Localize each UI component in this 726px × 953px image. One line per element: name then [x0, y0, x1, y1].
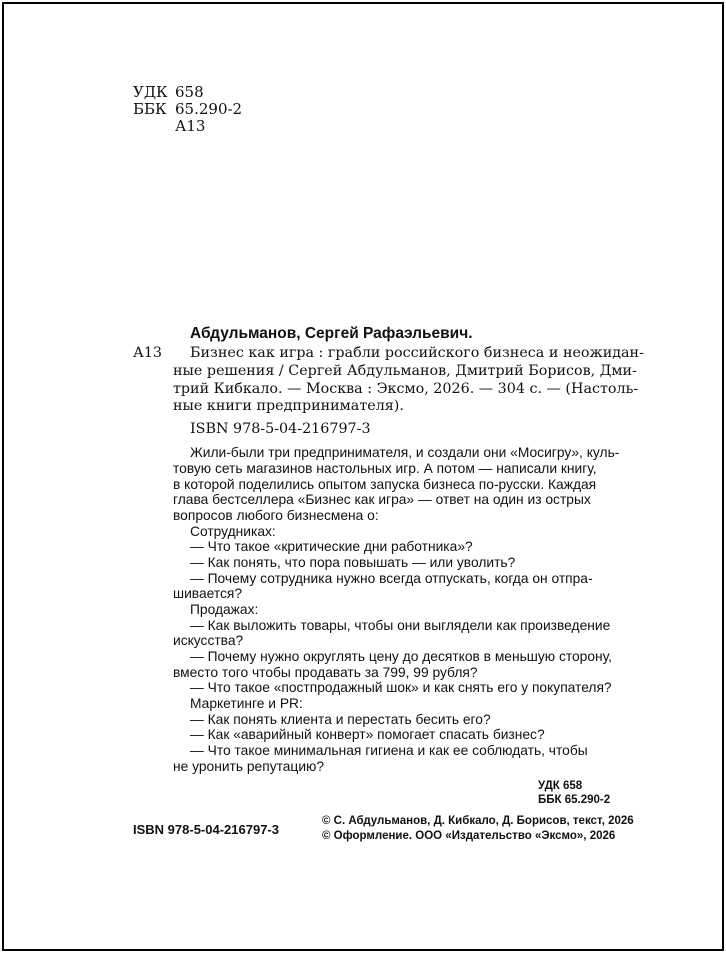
- annotation-line: — Как понять, что пора повышать — или уволить?: [190, 555, 516, 570]
- annotation-line: вопросов любого бизнесмена о:: [173, 508, 379, 523]
- annotation-line: — Как выложить товары, чтобы они выглядели как произведение: [190, 618, 611, 633]
- udk-label: УДК: [133, 83, 168, 101]
- annotation-line: Продажах:: [190, 602, 259, 617]
- record-author-sign: А13: [133, 345, 163, 361]
- bottom-udk: УДК 658: [538, 780, 583, 792]
- annotation-line: — Почему сотрудника нужно всегда отпускать, когда он отпра-: [190, 571, 593, 586]
- copyright-line: © Оформление. ООО «Издательство «Эксмо», 2026: [322, 830, 616, 842]
- annotation-line: Сотрудниках:: [190, 524, 276, 539]
- annotation-line: — Почему нужно округлять цену до десятков в меньшую сторону,: [190, 649, 612, 664]
- copyright-line: © С. Абдульманов, Д. Кибкало, Д. Борисов, текст, 2026: [322, 815, 634, 827]
- record-isbn: ISBN 978-5-04-216797-3: [190, 421, 371, 437]
- annotation-line: искусства?: [173, 633, 244, 648]
- description-line: Бизнес как игра : грабли российского бизнеса и неожидан-: [190, 345, 644, 361]
- author-sign-top: А13: [175, 117, 206, 135]
- annotation-line: — Как «аварийный конверт» помогает спасать бизнес?: [190, 727, 545, 742]
- annotation-line: — Как понять клиента и перестать бесить его?: [190, 712, 491, 727]
- annotation-line: — Что такое «постпродажный шок» и как снять его у покупателя?: [190, 680, 612, 695]
- bbk-label: ББК: [133, 100, 167, 118]
- annotation-line: — Что такое «критические дни работника»?: [190, 539, 473, 554]
- annotation-line: глава бестселлера «Бизнес как игра» — ответ на один из острых: [173, 492, 591, 507]
- annotation-line: вместо того чтобы продавать за 799, 99 рубля?: [173, 665, 478, 680]
- description-line: ные решения / Сергей Абдульманов, Дмитрий Борисов, Дми-: [173, 363, 637, 379]
- udk-value: 658: [175, 83, 204, 101]
- footer-isbn: ISBN 978-5-04-216797-3: [133, 822, 279, 837]
- annotation-line: Маркетинге и PR:: [190, 696, 303, 711]
- record-heading: Абдульманов, Сергей Рафаэльевич.: [190, 325, 473, 342]
- annotation-line: Жили-были три предпринимателя, и создали они «Мосигру», куль-: [190, 445, 620, 460]
- annotation-line: в которой поделились опытом запуска бизнеса по-русски. Каждая: [173, 477, 597, 492]
- annotation-line: — Что такое минимальная гигиена и как ее соблюдать, чтобы: [190, 743, 588, 758]
- annotation-line: шивается?: [173, 586, 243, 601]
- bbk-value: 65.290-2: [175, 100, 243, 118]
- description-line: ные книги предпринимателя).: [173, 398, 404, 414]
- bottom-bbk: ББК 65.290-2: [538, 794, 611, 806]
- annotation-line: товую сеть магазинов настольных игр. А потом — написали книгу,: [173, 461, 597, 476]
- annotation-line: не уронить репутацию?: [173, 759, 325, 774]
- description-line: трий Кибкало. — Москва : Эксмо, 2026. — 304 с. — (Настоль-: [173, 381, 639, 397]
